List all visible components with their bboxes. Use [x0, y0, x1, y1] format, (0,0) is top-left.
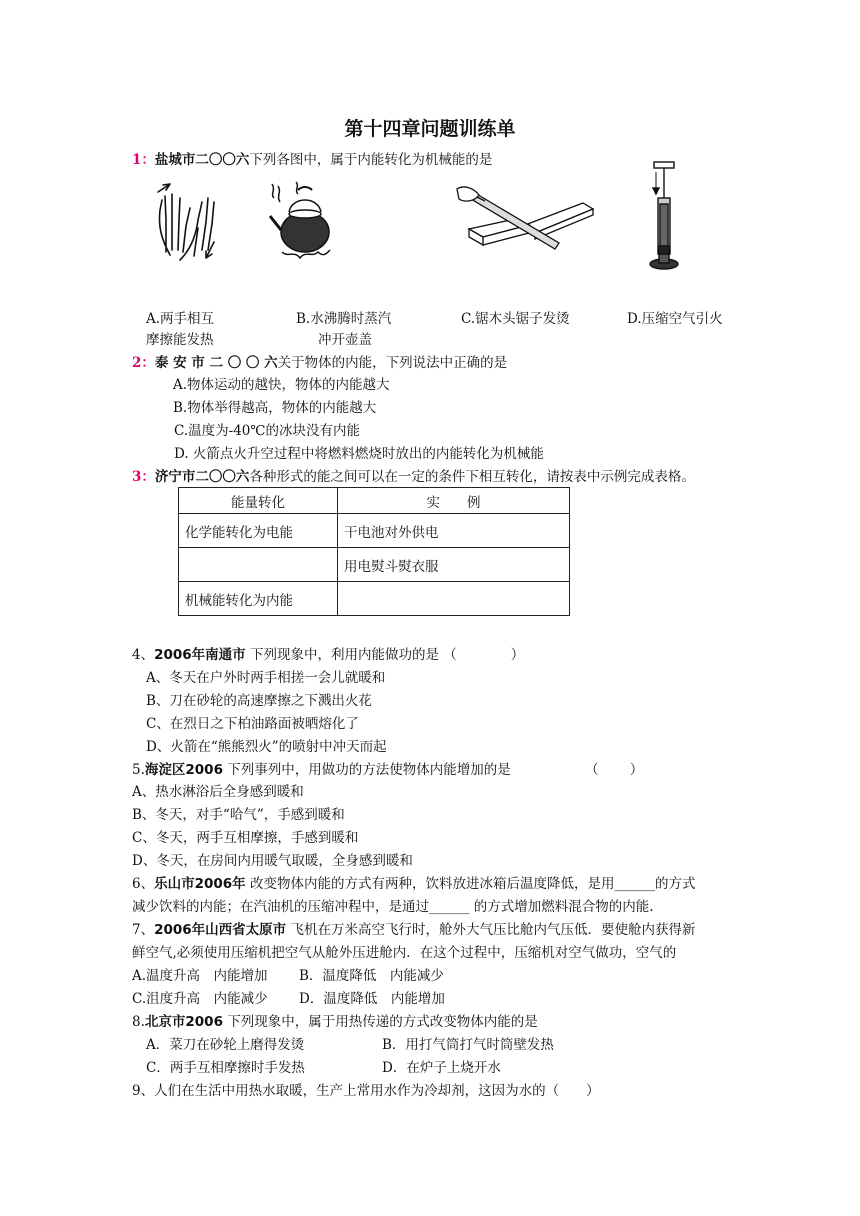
question-text: 下列事列中，用做功的方法使物体内能增加的是 （ ） [222, 762, 644, 778]
q7-option-b: B．温度降低 内能减少 [299, 968, 444, 984]
question-7 [132, 920, 695, 940]
question-source: 北京市2006 [144, 1014, 223, 1030]
option-c-line-1: C.锯木头锯子发烫 [461, 311, 570, 327]
question-number: 3： [132, 469, 155, 485]
q2-option-d: D. 火箭点火升空过程中将燃料燃烧时放出的内能转化为机械能 [174, 446, 544, 462]
question-source: 乐山市2006年 [154, 876, 246, 892]
question-text: 改变物体内能的方式有两种，饮料放进冰箱后温度降低，是用______的方式 [245, 876, 696, 892]
table-cell: 化学能转化为电能 [179, 514, 338, 548]
table-row [179, 514, 570, 548]
table-header-row [179, 488, 570, 514]
option-d-line-1: D.压缩空气引火 [627, 311, 723, 327]
question-number: 6、 [132, 876, 155, 892]
question-4 [132, 645, 524, 665]
question-text: 下列现象中，利用内能做功的是 （ ） [245, 647, 525, 663]
q5-option-d: D、冬天，在房间内用暖气取暖，全身感到暖和 [132, 853, 413, 869]
question-text: 各种形式的能之间可以在一定的条件下相互转化，请按表中示例完成表格。 [249, 469, 695, 485]
question-2 [132, 353, 507, 373]
option-a-line-2: 摩擦能发热 [146, 332, 214, 348]
question-number: 2： [132, 355, 155, 371]
table-cell: 机械能转化为内能 [179, 582, 338, 616]
table-header-cell: 能量转化 [179, 488, 338, 514]
question-text: 下列现象中，属于用热传递的方式改变物体内能的是 [222, 1014, 538, 1030]
question-number: 7、 [132, 922, 155, 938]
question-1 [132, 150, 492, 170]
hands-rubbing-figure [150, 180, 225, 270]
option-b-line-1: B.水沸腾时蒸汽 [296, 311, 392, 327]
table-cell: 用电熨斗熨衣服 [338, 548, 570, 582]
question-6-line-2: 减少饮料的内能；在汽油机的压缩冲程中，是通过______ 的方式增加燃料混合物的内能. [132, 899, 654, 915]
table-row [179, 548, 570, 582]
q4-option-d: D、火箭在“熊熊烈火”的喷射中冲天而起 [146, 739, 387, 755]
q8-option-d: D．在炉子上烧开水 [382, 1060, 501, 1076]
table-cell-blank[interactable] [179, 548, 338, 582]
q4-option-a: A、冬天在户外时两手相搓一会儿就暖和 [146, 670, 386, 686]
option-b-line-2: 冲开壶盖 [318, 332, 372, 348]
question-number: 4、 [132, 647, 155, 663]
question-7-line-2: 鲜空气,必须使用压缩机把空气从舱外压进舱内．在这个过程中，压缩机对空气做功，空气的 [132, 945, 677, 961]
table-header-cell: 实 例 [338, 488, 570, 514]
question-source: 海淀区2006 [144, 762, 223, 778]
question-source: 盐城市二〇〇六 [154, 152, 250, 168]
q5-option-c: C、冬天，两手互相摩擦，手感到暖和 [132, 830, 359, 846]
q8-option-c: C．两手互相摩擦时手发热 [146, 1060, 305, 1076]
sawing-wood-figure [455, 185, 595, 255]
q8-option-a: A．菜刀在砂轮上磨得发烫 [146, 1037, 305, 1053]
question-5 [132, 760, 643, 780]
q2-option-a: A.物体运动的越快，物体的内能越大 [173, 377, 390, 393]
q7-option-d: D．温度降低 内能增加 [299, 991, 445, 1007]
q5-option-a: A、热水淋浴后全身感到暖和 [132, 784, 304, 800]
table-cell: 干电池对外供电 [338, 514, 570, 548]
page-title: 第十四章问题训练单 [344, 118, 516, 140]
q8-option-b: B．用打气筒打气时筒壁发热 [382, 1037, 554, 1053]
question-text: 飞机在万米高空飞行时，舱外大气压比舱内气压低．要使舱内获得新 [286, 922, 696, 938]
question-text: 关于物体的内能，下列说法中正确的是 [277, 355, 508, 371]
table-row [179, 582, 570, 616]
q5-option-b: B、冬天，对手“哈气”，手感到暖和 [132, 807, 345, 823]
question-9: 9、人们在生活中用热水取暖，生产上常用水作为冷却剂，这因为水的（ ） [132, 1083, 600, 1099]
energy-conversion-table [178, 487, 570, 616]
q7-option-a: A.温度升高 内能增加 [132, 968, 268, 984]
option-a-line-1: A.两手相互 [146, 311, 215, 327]
question-source: 济宁市二〇〇六 [154, 469, 250, 485]
q4-option-c: C、在烈日之下柏油路面被晒熔化了 [146, 716, 359, 732]
question-3 [132, 467, 695, 487]
question-text: 下列各图中，属于内能转化为机械能的是 [249, 152, 493, 168]
boiling-kettle-figure [268, 180, 343, 265]
q7-option-c: C.沮度升高 内能减少 [132, 991, 268, 1007]
question-number: 5. [132, 762, 145, 778]
q2-option-c: C.温度为-40℃的冰块没有内能 [174, 423, 360, 439]
question-number: 1： [132, 152, 155, 168]
question-source: 2006年南通市 [154, 647, 246, 663]
q4-option-b: B、刀在砂轮的高速摩擦之下溅出火花 [146, 693, 372, 709]
question-6 [132, 874, 695, 894]
question-8 [132, 1012, 538, 1032]
table-cell-blank[interactable] [338, 582, 570, 616]
question-number: 8. [132, 1014, 145, 1030]
question-source: 2006年山西省太原市 [154, 922, 287, 938]
fire-piston-figure [644, 158, 684, 276]
q2-option-b: B.物体举得越高，物体的内能越大 [173, 400, 377, 416]
question-source: 泰 安 市 二 〇 〇 六 [154, 355, 278, 371]
